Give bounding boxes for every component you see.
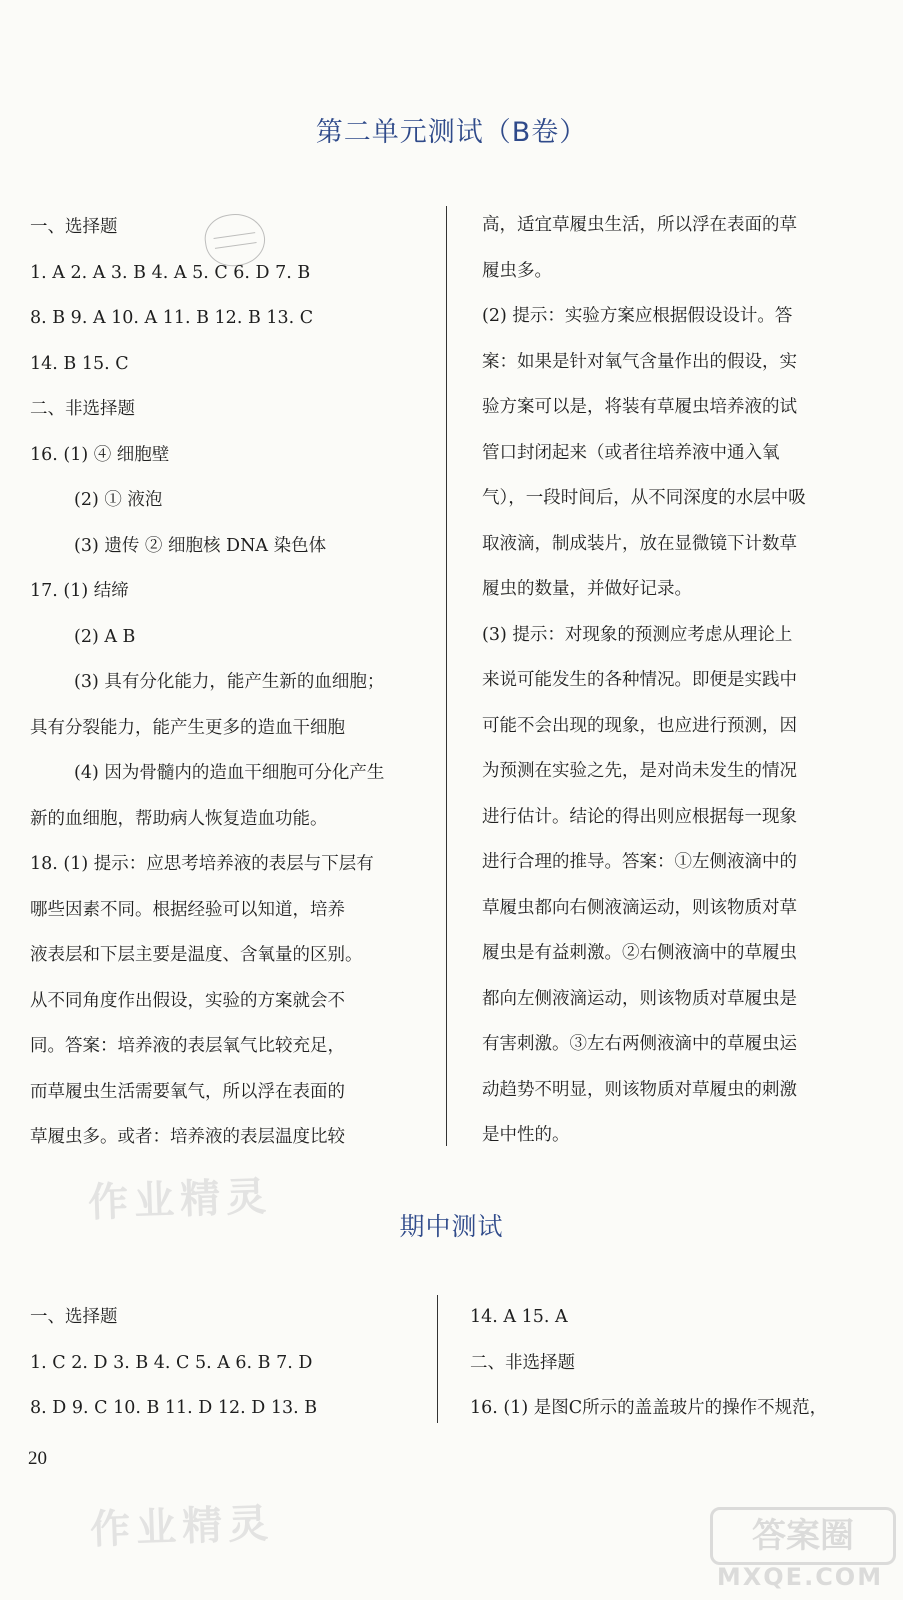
answer-line: 8. D 9. C 10. B 11. D 12. D 13. B <box>30 1398 318 1418</box>
answer-line: 履虫的数量，并做好记录。 <box>482 579 692 599</box>
answer-line: 一、选择题 <box>30 1307 118 1327</box>
answer-line: (3) 具有分化能力，能产生新的血细胞； <box>74 672 385 692</box>
unit-test-right-column <box>482 203 852 1159</box>
answer-line: 从不同角度作出假设，实验的方案就会不 <box>30 990 345 1011</box>
watermark-text: 作业精灵 <box>87 1173 273 1227</box>
answer-line: 哪些因素不同。根据经验可以知道，培养 <box>30 899 345 920</box>
answer-line: 履虫多。 <box>482 260 552 281</box>
answer-line: (2) A B <box>74 626 136 647</box>
watermark-text: 作业精灵 <box>89 1500 275 1554</box>
answer-line: (2) ① 液泡 <box>74 490 163 510</box>
answer-line: 14. A 15. A <box>470 1307 568 1327</box>
answer-line: 有害刺激。③左右两侧液滴中的草履虫运 <box>482 1034 797 1054</box>
answer-line: 14. B 15. C <box>30 353 129 374</box>
answer-line: 进行合理的推导。答案：①左侧液滴中的 <box>482 852 797 872</box>
answer-line: 来说可能发生的各种情况。即便是实践中 <box>482 670 797 690</box>
answer-line: 都向左侧液滴运动，则该物质对草履虫是 <box>482 988 797 1009</box>
answer-line: 同。答案：培养液的表层氧气比较充足， <box>30 1036 345 1056</box>
answer-line: 验方案可以是，将装有草履虫培养液的试 <box>482 397 797 417</box>
answer-line: 新的血细胞，帮助病人恢复造血功能。 <box>30 808 328 829</box>
answer-line: 具有分裂能力，能产生更多的造血干细胞 <box>30 717 345 738</box>
answer-line: 16. (1) ④ 细胞壁 <box>30 444 170 465</box>
answer-line: 8. B 9. A 10. A 11. B 12. B 13. C <box>30 308 314 328</box>
watermark-logo-badge <box>710 1507 896 1565</box>
answer-line: 1. A 2. A 3. B 4. A 5. C 6. D 7. B <box>30 262 311 283</box>
answer-line: 是中性的。 <box>482 1125 570 1145</box>
answer-line: 案：如果是针对氧气含量作出的假设，实 <box>482 351 797 372</box>
watermark-logo-text: 答案圈 <box>752 1516 854 1556</box>
answer-line: 为预测在实验之先，是对尚未发生的情况 <box>482 761 797 781</box>
answer-line: 管口封闭起来（或者往培养液中通入氧 <box>482 442 780 463</box>
answer-line: 草履虫都向右侧液滴运动，则该物质对草 <box>482 897 797 918</box>
midterm-left-column <box>30 1295 430 1432</box>
answer-line: 液表层和下层主要是温度、含氧量的区别。 <box>30 945 363 965</box>
answer-line: 草履虫多。或者：培养液的表层温度比较 <box>30 1127 345 1147</box>
answer-line: 一、选择题 <box>30 217 118 237</box>
column-divider <box>446 206 447 1146</box>
answer-line: 气），一段时间后，从不同深度的水层中吸 <box>482 488 806 508</box>
page-number: 20 <box>28 1448 47 1469</box>
answer-line: 18. (1) 提示：应思考培养液的表层与下层有 <box>30 854 374 874</box>
answer-line: 高，适宜草履虫生活，所以浮在表面的草 <box>482 215 797 235</box>
answer-line: 可能不会出现的现象，也应进行预测，因 <box>482 715 797 736</box>
column-divider <box>437 1295 438 1423</box>
answer-line: (3) 提示：对现象的预测应考虑从理论上 <box>482 624 793 645</box>
watermark-logo <box>710 1507 890 1593</box>
answer-line: 而草履虫生活需要氧气，所以浮在表面的 <box>30 1081 345 1102</box>
answer-line: (3) 遗传 ② 细胞核 DNA 染色体 <box>74 535 327 556</box>
answer-line: 二、非选择题 <box>30 399 135 419</box>
midterm-title: 期中测试 <box>399 1212 504 1241</box>
watermark-logo-domain: MXQE.COM <box>716 1563 884 1591</box>
answer-line: 取液滴，制成装片，放在显微镜下计数草 <box>482 533 797 554</box>
answer-line: 动趋势不明显，则该物质对草履虫的刺激 <box>482 1079 797 1100</box>
answer-line: (4) 因为骨髓内的造血干细胞可分化产生 <box>74 763 385 783</box>
answer-line: 17. (1) 结缔 <box>30 581 129 601</box>
answer-line: 进行估计。结论的得出则应根据每一现象 <box>482 806 797 827</box>
answer-line: (2) 提示：实验方案应根据假设设计。答 <box>482 306 793 326</box>
answer-line: 16. (1) 是图C所示的盖盖玻片的操作不规范， <box>470 1398 828 1418</box>
answer-line: 二、非选择题 <box>470 1352 575 1373</box>
unit-test-left-column <box>30 205 440 1161</box>
midterm-right-column <box>470 1295 850 1432</box>
answer-line: 履虫是有益刺激。②右侧液滴中的草履虫 <box>482 943 797 963</box>
answer-line: 1. C 2. D 3. B 4. C 5. A 6. B 7. D <box>30 1352 313 1373</box>
unit-test-title: 第二单元测试（B卷） <box>315 117 588 148</box>
